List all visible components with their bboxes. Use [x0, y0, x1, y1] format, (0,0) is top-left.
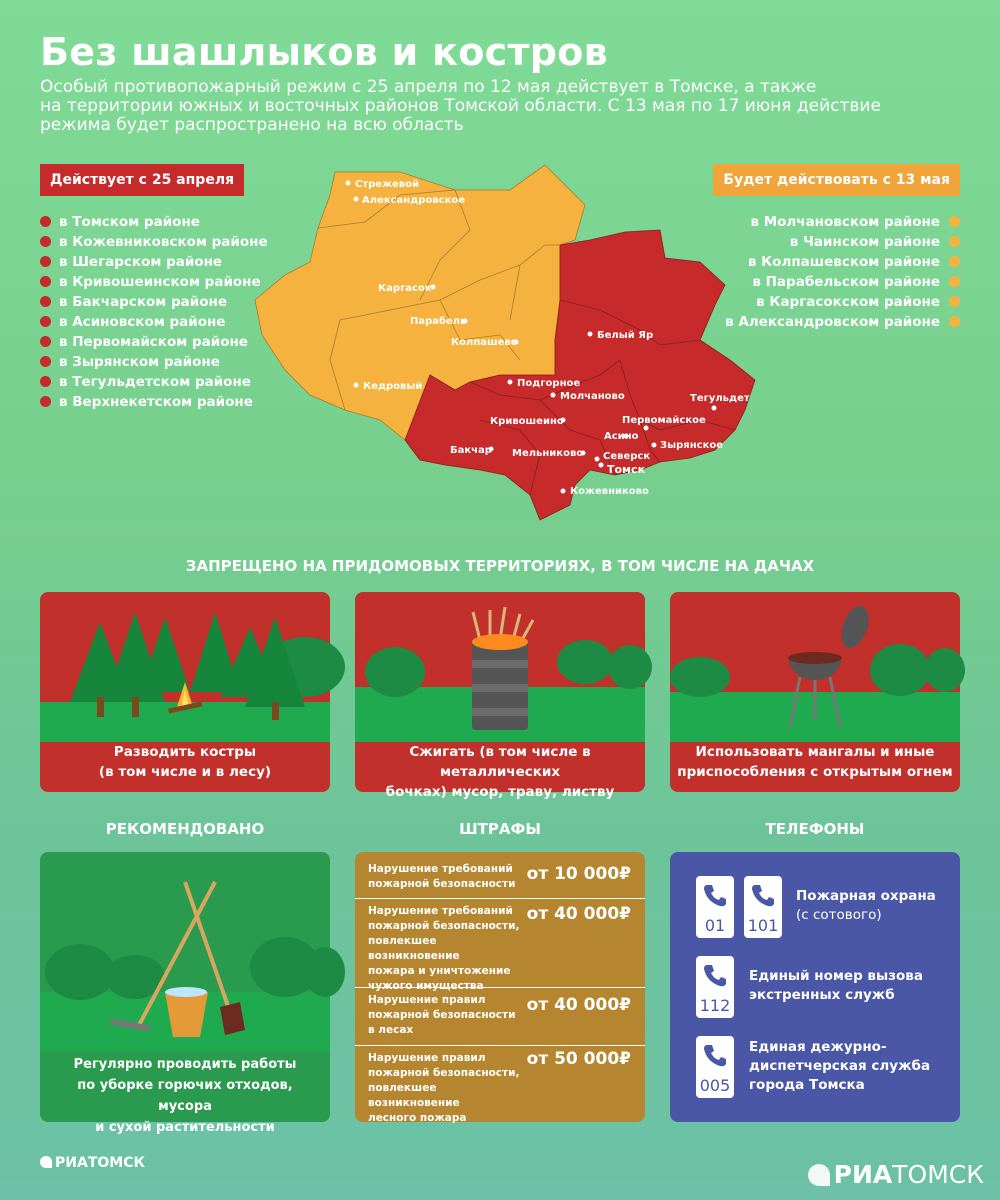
page-title: Без шашлыков и костров — [40, 30, 609, 74]
phone-number-box: 01 — [696, 876, 734, 938]
svg-text:Кривошеино: Кривошеино — [490, 416, 564, 427]
logo-large: РИАТОМСК — [808, 1160, 984, 1189]
prohibited-title: ЗАПРЕЩЕНО НА ПРИДОМОВЫХ ТЕРРИТОРИЯХ, В ТОМ ЧИСЛЕ НА ДАЧАХ — [185, 557, 815, 575]
burning-barrel-icon — [355, 592, 645, 742]
city-dot-icon — [712, 406, 717, 411]
red-dot-icon — [40, 356, 51, 367]
red-dot-icon — [40, 236, 51, 247]
recommended-card: Регулярно проводить работы по уборке горючих отходов, мусора и сухой растительности — [40, 852, 330, 1122]
svg-text:Парабель: Парабель — [410, 316, 467, 327]
city-dot-icon — [652, 443, 657, 448]
svg-text:Бакчар: Бакчар — [450, 445, 492, 456]
city-dot-icon — [354, 383, 359, 388]
phone-icon — [750, 882, 776, 908]
fines-table — [355, 852, 645, 1122]
list-item: в Первомайском районе — [40, 332, 268, 352]
fine-amount: от 40 000₽ — [526, 904, 631, 924]
ban-card-burning-barrel: Сжигать (в том числе в металлических бочках) мусор, траву, листву — [355, 592, 645, 792]
svg-text:Александровское: Александровское — [362, 195, 466, 206]
list-item: в Асиновском районе — [40, 312, 268, 332]
svg-text:Асино: Асино — [604, 431, 639, 442]
logo-small: РИАТОМСК — [40, 1155, 145, 1171]
list-item: в Тегульдетском районе — [40, 372, 268, 392]
fine-amount: от 10 000₽ — [526, 864, 631, 884]
table-row: Нарушение правил пожарной безопасности, повлекшее возникновение лесного пожара от 50 000₽ — [368, 1049, 631, 1124]
orange-dot-icon — [949, 256, 960, 267]
page-subtitle: Особый противопожарный режим с 25 апреля по 12 мая действует в Томске, а также на территории южных и восточных районов Томской области. С 13 мая по 17 июня действие режима будет распространено на всю область — [40, 77, 881, 135]
logo-mark-icon — [808, 1164, 830, 1186]
city-dot-icon — [588, 332, 593, 337]
city-dot-icon — [346, 181, 351, 186]
orange-dot-icon — [949, 276, 960, 287]
orange-dot-icon — [949, 236, 960, 247]
active-districts-list — [40, 212, 268, 412]
city-dot-icon — [561, 489, 566, 494]
svg-text:Первомайское: Первомайское — [622, 415, 706, 426]
svg-text:Кедровый: Кедровый — [363, 381, 423, 392]
list-item: в Александровском районе — [725, 312, 960, 332]
phone-label-fire: Пожарная охрана (с сотового) — [796, 888, 936, 923]
svg-text:Томск: Томск — [607, 463, 646, 476]
orange-dot-icon — [949, 296, 960, 307]
list-item: в Бакчарском районе — [40, 292, 268, 312]
svg-text:Зырянское: Зырянское — [660, 440, 724, 451]
red-dot-icon — [40, 256, 51, 267]
svg-text:Стрежевой: Стрежевой — [355, 179, 420, 190]
list-item: в Парабельском районе — [725, 272, 960, 292]
city-dot-icon — [644, 426, 649, 431]
list-item: в Кривошеинском районе — [40, 272, 268, 292]
phone-icon — [702, 882, 728, 908]
svg-text:Кожевниково: Кожевниково — [570, 486, 649, 497]
phone-icon — [702, 962, 728, 988]
rake-shovel-bucket-icon — [40, 852, 330, 1052]
red-dot-icon — [40, 376, 51, 387]
svg-text:Молчаново: Молчаново — [560, 391, 625, 402]
red-dot-icon — [40, 336, 51, 347]
red-dot-icon — [40, 276, 51, 287]
red-dot-icon — [40, 296, 51, 307]
svg-text:Колпашево: Колпашево — [451, 337, 518, 348]
fines-title: ШТРАФЫ — [459, 820, 541, 838]
svg-text:Каргасок: Каргасок — [378, 283, 432, 294]
svg-text:Белый Яр: Белый Яр — [597, 330, 654, 341]
region-map — [250, 160, 760, 530]
phone-number-box: 101 — [744, 876, 782, 938]
fine-amount: от 40 000₽ — [526, 995, 631, 1015]
list-item: в Томском районе — [40, 212, 268, 232]
list-item: в Верхнекетском районе — [40, 392, 268, 412]
phones-title: ТЕЛЕФОНЫ — [765, 820, 865, 838]
phone-number-box: 005 — [696, 1036, 734, 1098]
grill-icon — [670, 592, 960, 742]
city-dot-icon — [508, 380, 513, 385]
svg-text:Мельниково: Мельниково — [512, 448, 584, 459]
list-item: в Чаинском районе — [725, 232, 960, 252]
orange-dot-icon — [949, 216, 960, 227]
fine-amount: от 50 000₽ — [526, 1049, 631, 1069]
orange-dot-icon — [949, 316, 960, 327]
phone-label-emergency: Единый номер вызова экстренных служб — [749, 968, 923, 1003]
upcoming-districts-list — [725, 212, 960, 332]
table-row: Нарушение требований пожарной безопасности, повлекшее возникновение пожара и уничтожение чужого имущества от 40 000₽ — [355, 899, 645, 988]
active-since-badge: Действует с 25 апреля — [40, 164, 244, 196]
upcoming-badge: Будет действовать с 13 мая — [713, 164, 960, 196]
red-dot-icon — [40, 216, 51, 227]
city-dot-icon — [599, 463, 604, 468]
campfire-icon — [40, 592, 330, 742]
table-row: Нарушение требований пожарной безопасности от 10 000₽ — [355, 852, 645, 899]
svg-text:Подгорное: Подгорное — [517, 378, 581, 389]
red-dot-icon — [40, 396, 51, 407]
svg-text:Тегульдет: Тегульдет — [690, 393, 750, 404]
city-dot-icon — [354, 197, 359, 202]
phone-number-box: 112 — [696, 956, 734, 1018]
red-dot-icon — [40, 316, 51, 327]
list-item: в Кожевниковском районе — [40, 232, 268, 252]
logo-mark-icon — [40, 1156, 52, 1168]
city-dot-icon — [595, 457, 600, 462]
ban-card-campfire: Разводить костры (в том числе и в лесу) — [40, 592, 330, 792]
svg-text:Северск: Северск — [603, 451, 651, 462]
list-item: в Молчановском районе — [725, 212, 960, 232]
phone-label-dispatch: Единая дежурно- диспетчерская служба города Томска — [749, 1039, 931, 1093]
phone-icon — [702, 1042, 728, 1068]
list-item: в Шегарском районе — [40, 252, 268, 272]
phones-card — [670, 852, 960, 1122]
list-item: в Каргасокском районе — [725, 292, 960, 312]
city-dot-icon — [551, 393, 556, 398]
recommended-title: РЕКОМЕНДОВАНО — [105, 820, 265, 838]
ban-card-grill: Использовать мангалы и иные приспособления с открытым огнем — [670, 592, 960, 792]
list-item: в Колпашевском районе — [725, 252, 960, 272]
table-row: Нарушение правил пожарной безопасности в лесах от 40 000₽ — [355, 988, 645, 1046]
list-item: в Зырянском районе — [40, 352, 268, 372]
